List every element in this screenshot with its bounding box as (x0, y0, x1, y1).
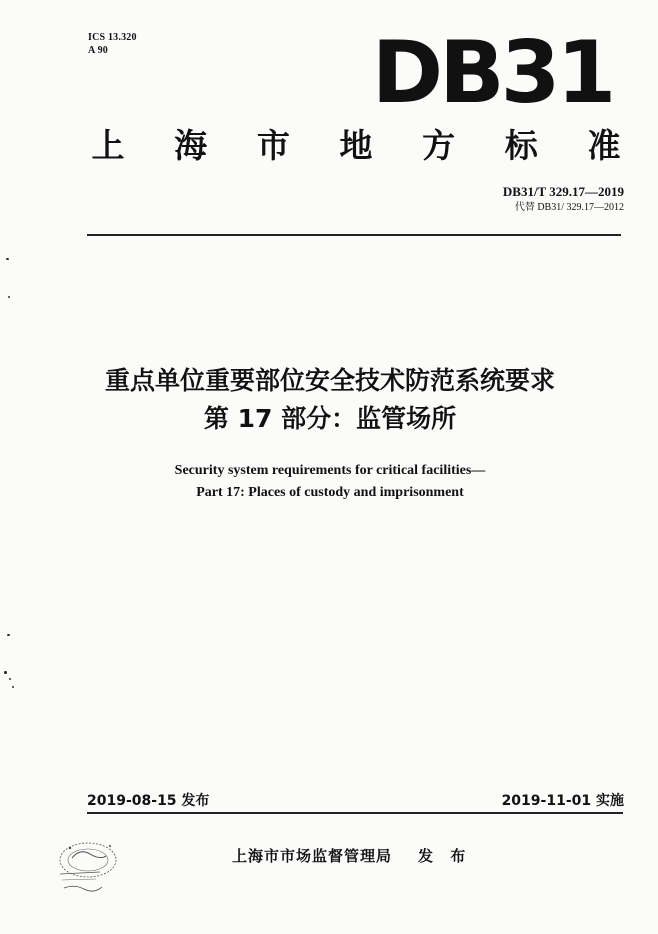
footer-divider (87, 812, 623, 814)
scan-speck (4, 671, 7, 674)
english-title-line2: Part 17: Places of custody and imprisonment (196, 485, 464, 500)
standard-type-char: 地 (339, 126, 373, 165)
replaces-standard: 代替 DB31/ 329.17—2012 (514, 202, 624, 213)
issue-date: 2019-08-15 发布 (87, 793, 210, 809)
scan-speck (8, 296, 10, 298)
standard-type-char: 标 (504, 126, 538, 165)
scan-speck (9, 678, 11, 680)
publisher-seal-stamp (50, 834, 120, 898)
standard-type-char: 市 (256, 126, 290, 165)
classification-codes (88, 31, 137, 57)
ccs-code: A 90 (88, 45, 108, 56)
scan-speck (7, 634, 10, 636)
standard-number: DB31/T 329.17—2019 (502, 184, 624, 199)
standard-type-char: 上 (91, 126, 125, 165)
english-title (60, 460, 600, 504)
ics-code: ICS 13.320 (88, 32, 137, 43)
issuing-authority (232, 846, 471, 866)
scan-speck (12, 686, 14, 688)
chinese-title (60, 362, 600, 438)
issuer-action: 发 布 (418, 847, 472, 865)
english-title-line1: Security system requirements for critical facilities— (174, 463, 486, 478)
chinese-title-line2: 第 17 部分：监管场所 (203, 404, 457, 433)
chinese-title-line1: 重点单位重要部位安全技术防范系统要求 (104, 366, 555, 395)
standard-type-char: 海 (174, 126, 208, 165)
standard-type-char: 准 (587, 126, 621, 165)
standard-type-char: 方 (422, 126, 456, 165)
header-divider (87, 234, 621, 236)
standard-type-heading (86, 126, 626, 166)
scan-speck (6, 258, 9, 260)
db31-logo (371, 23, 613, 123)
issuer-name: 上海市市场监督管理局 (232, 847, 393, 865)
implementation-date: 2019-11-01 实施 (501, 793, 624, 809)
db31-logo-text: DB31 (371, 23, 613, 123)
